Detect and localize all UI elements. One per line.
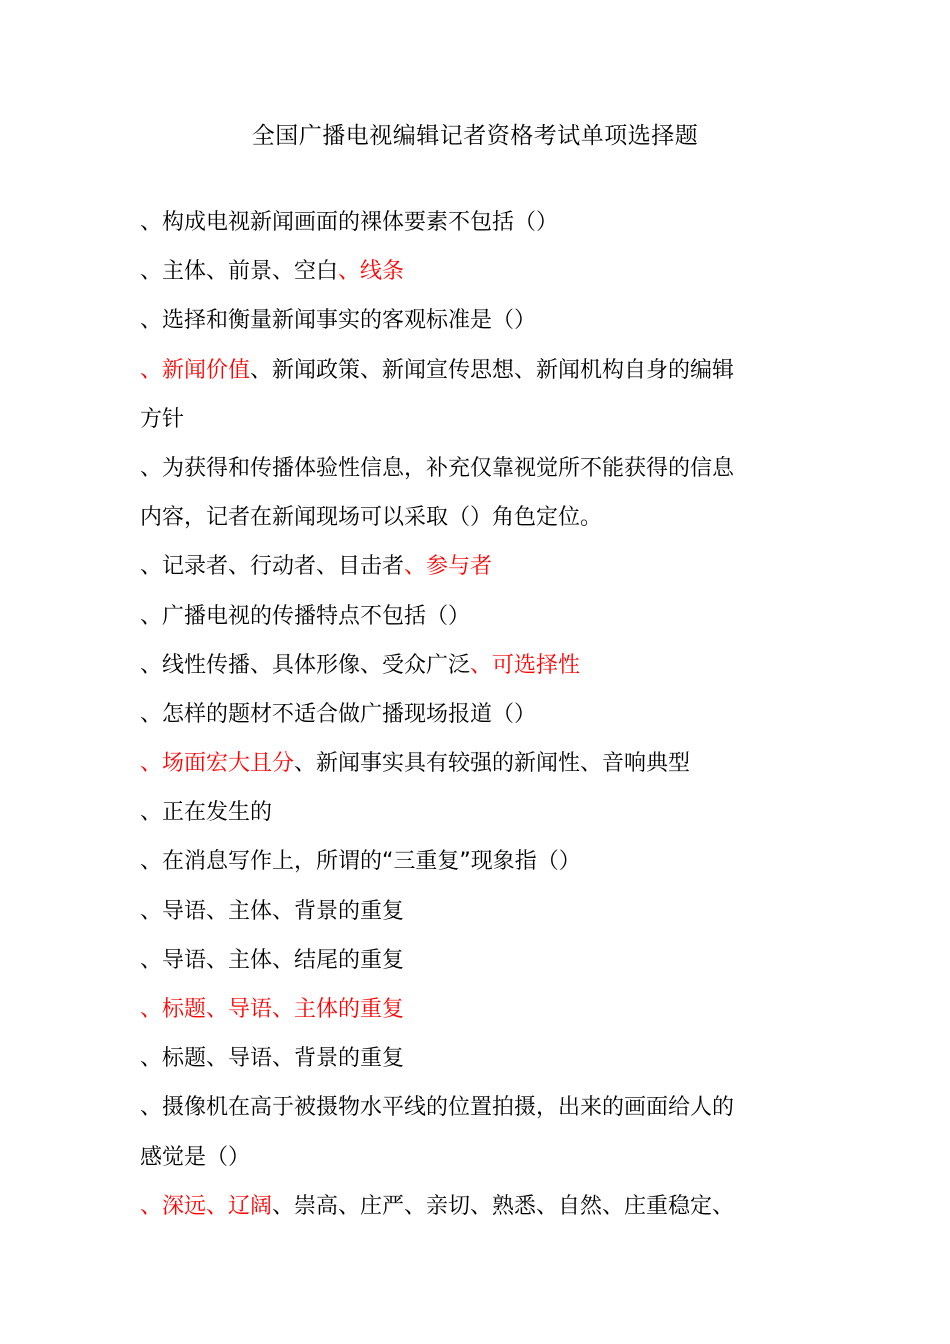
answer-highlight: 、参与者 [404,554,493,580]
answer-highlight: 、标题、导语、主体的重复 [140,997,405,1022]
text-segment: 、选择和衡量新闻事实的客观标准是（） [140,308,537,334]
text-line [140,1133,800,1182]
document-title: 全国广播电视编辑记者资格考试单项选择题 [251,123,699,149]
text-line [140,690,800,739]
text-segment: 、导语、主体、背景的重复 [140,898,405,924]
text-segment: 、主体、前景、空白 [140,259,339,285]
text-segment: 、正在发生的 [140,800,273,826]
text-segment: 、崇高、庄严、亲切、熟悉、自然、庄重稳定、 [272,1193,735,1219]
text-line [140,985,800,1034]
text-segment: 、新闻事实具有较强的新闻性、音响典型 [294,751,691,777]
text-line [140,936,800,985]
text-segment: 、导语、主体、结尾的重复 [140,947,405,973]
text-line [140,395,800,444]
text-line [140,493,800,542]
text-line [140,346,800,395]
text-segment: 内容，记者在新闻现场可以采取（）角色定位。 [140,505,603,531]
text-line [140,542,800,591]
text-line [140,1034,800,1083]
text-segment: 、为获得和传播体验性信息，补充仅靠视觉所不能获得的信息 [140,455,735,481]
text-line [140,1083,800,1132]
text-segment: 、广播电视的传播特点不包括（） [140,603,471,629]
text-segment: 、线性传播、具体形像、受众广泛 [140,652,471,678]
text-segment: 、标题、导语、背景的重复 [140,1046,405,1072]
answer-highlight: 、可选择性 [470,652,581,678]
text-line [140,739,800,788]
text-line [140,641,800,690]
text-segment: 、构成电视新闻画面的裸体要素不包括（） [140,210,559,235]
answer-highlight: 、新闻价值 [140,357,251,383]
answer-highlight: 、深远、辽阔 [140,1193,273,1219]
text-segment: 、记录者、行动者、目击者 [140,554,405,580]
text-line [140,296,800,345]
text-line [140,592,800,641]
text-segment: 、摄像机在高于被摄物水平线的位置拍摄，出来的画面给人的 [140,1095,735,1121]
text-line [140,887,800,936]
text-line [140,1182,800,1231]
text-segment: 、在消息写作上，所谓的“三重复”现象指（） [140,849,581,875]
answer-highlight: 、线条 [338,259,405,285]
answer-highlight: 、场面宏大且分 [140,751,295,777]
text-segment: 方针 [140,406,185,432]
question-list [140,198,800,1231]
text-line [140,247,800,296]
text-line [140,788,800,837]
text-segment: 、新闻政策、新闻宣传思想、新闻机构自身的编辑 [250,357,735,383]
text-line [140,837,800,886]
text-line [140,444,800,493]
text-line [140,198,800,247]
text-segment: 感觉是（） [140,1144,251,1170]
text-segment: 、怎样的题材不适合做广播现场报道（） [140,701,537,727]
